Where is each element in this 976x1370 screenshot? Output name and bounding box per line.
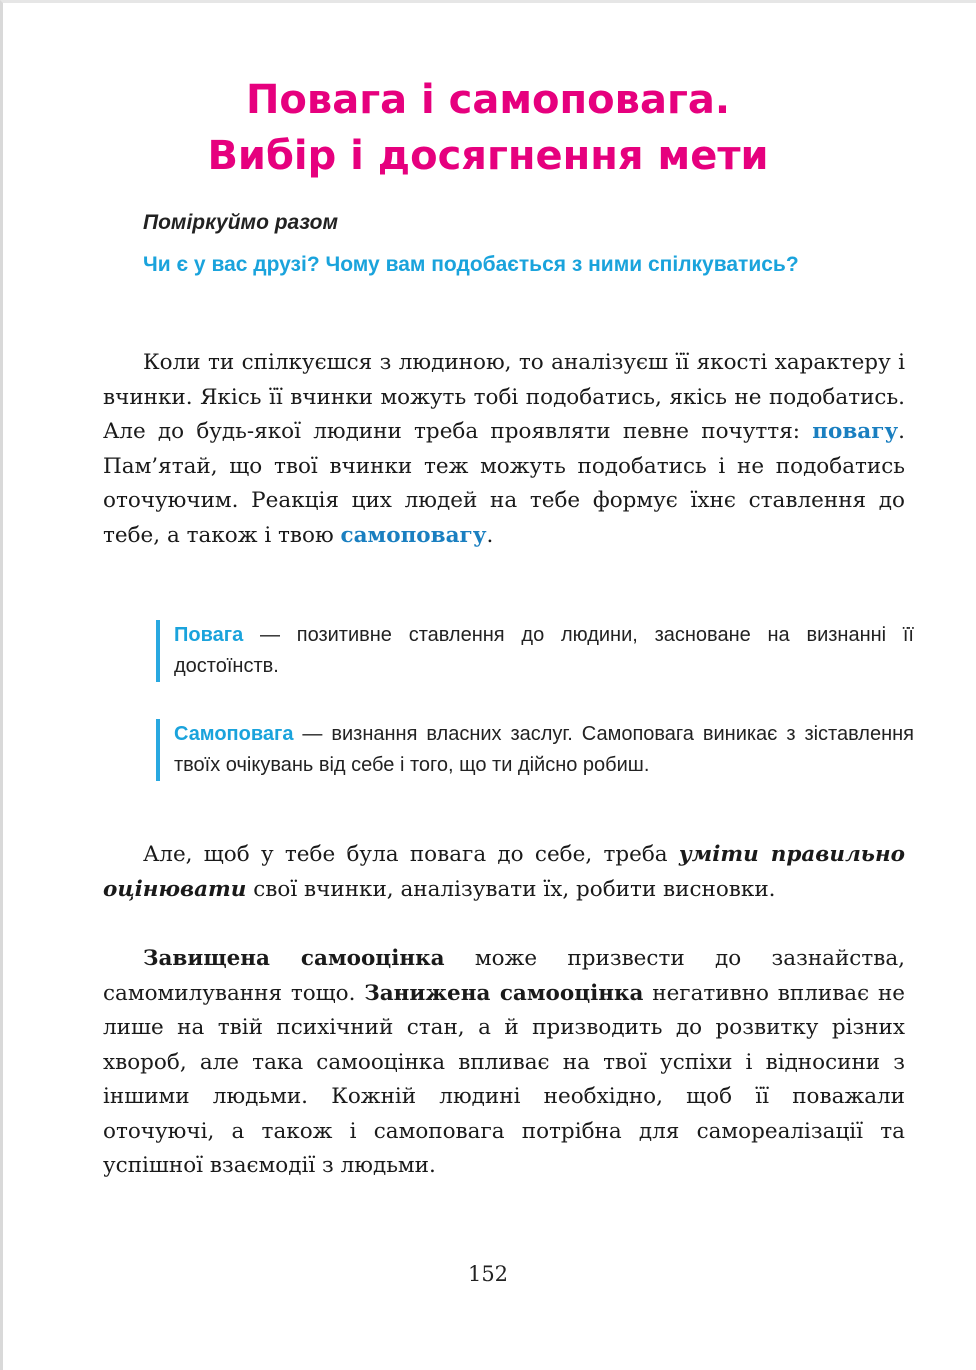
paragraph2-text-a: Але, щоб у тебе була повага до себе, треба xyxy=(143,842,679,867)
paragraph3-text-a: може призвести до зазнайства, самомилування тощо. xyxy=(103,946,905,1006)
paragraph-respect-intro xyxy=(103,346,905,553)
emphasis-text: уміти правильно оцінювати xyxy=(103,842,905,902)
page-title xyxy=(0,72,976,184)
title-line-2: Вибір і досягнення мети xyxy=(207,133,769,179)
term-inflated-self-esteem: Завищена самооцінка xyxy=(143,946,445,971)
definition-box-samopovaga xyxy=(156,719,914,781)
paragraph1-text-b: . Пам’ятай, що твої вчинки теж можуть подобатись і не подобатись оточуючим. Реакція цих людей на тебе формує їхнє ставлення до тебе, а також і твою xyxy=(103,419,905,548)
paragraph-self-esteem-levels xyxy=(103,942,905,1184)
term-low-self-esteem: Занижена самооцінка xyxy=(364,980,644,1006)
definition-term: Повага xyxy=(174,624,244,646)
title-line-1: Повага і самоповага. xyxy=(245,77,731,123)
paragraph1-text-a: Коли ти спілкуєшся з людиною, то аналізуєш її якості характеру і вчинки. Якісь її вчинки можуть тобі подобатись, якісь не подобатись. Але до будь-якої людини треба проявляти певне почуття: xyxy=(103,350,905,444)
definition-text: — визнання власних заслуг. Самоповага виникає з зіставлення твоїх очікувань від себе і того, що ти дійсно робиш. xyxy=(174,723,914,776)
term-samopovaga: самоповагу xyxy=(340,522,487,548)
paragraph3-text-b: негативно впливає не лише на твій психічний стан, а й призводить до розвитку різних хвороб, але така самооцінка впливає на твої успіхи і відносини з іншими людьми. Кожній людині необхідно, щоб її поважали оточуючі, а також і самоповага потрібна для самореалізації та успішної взаємодії з людьми. xyxy=(103,980,906,1178)
term-povaga: повагу xyxy=(812,419,899,444)
discussion-question: Чи є у вас друзі? Чому вам подобається з ними спілкуватись? xyxy=(143,253,799,276)
definition-box-povaga xyxy=(156,620,914,682)
paragraph1-text-c: . xyxy=(486,522,494,548)
definition-term: Самоповага xyxy=(174,723,294,745)
think-together-heading: Поміркуймо разом xyxy=(143,211,339,234)
paragraph-self-assessment xyxy=(103,838,905,907)
paragraph2-text-b: свої вчинки, аналізувати їх, робити висновки. xyxy=(246,876,776,902)
page-number: 152 xyxy=(467,1262,509,1286)
definition-text: — позитивне ставлення до людини, засноване на визнанні її достоїнств. xyxy=(174,624,914,677)
